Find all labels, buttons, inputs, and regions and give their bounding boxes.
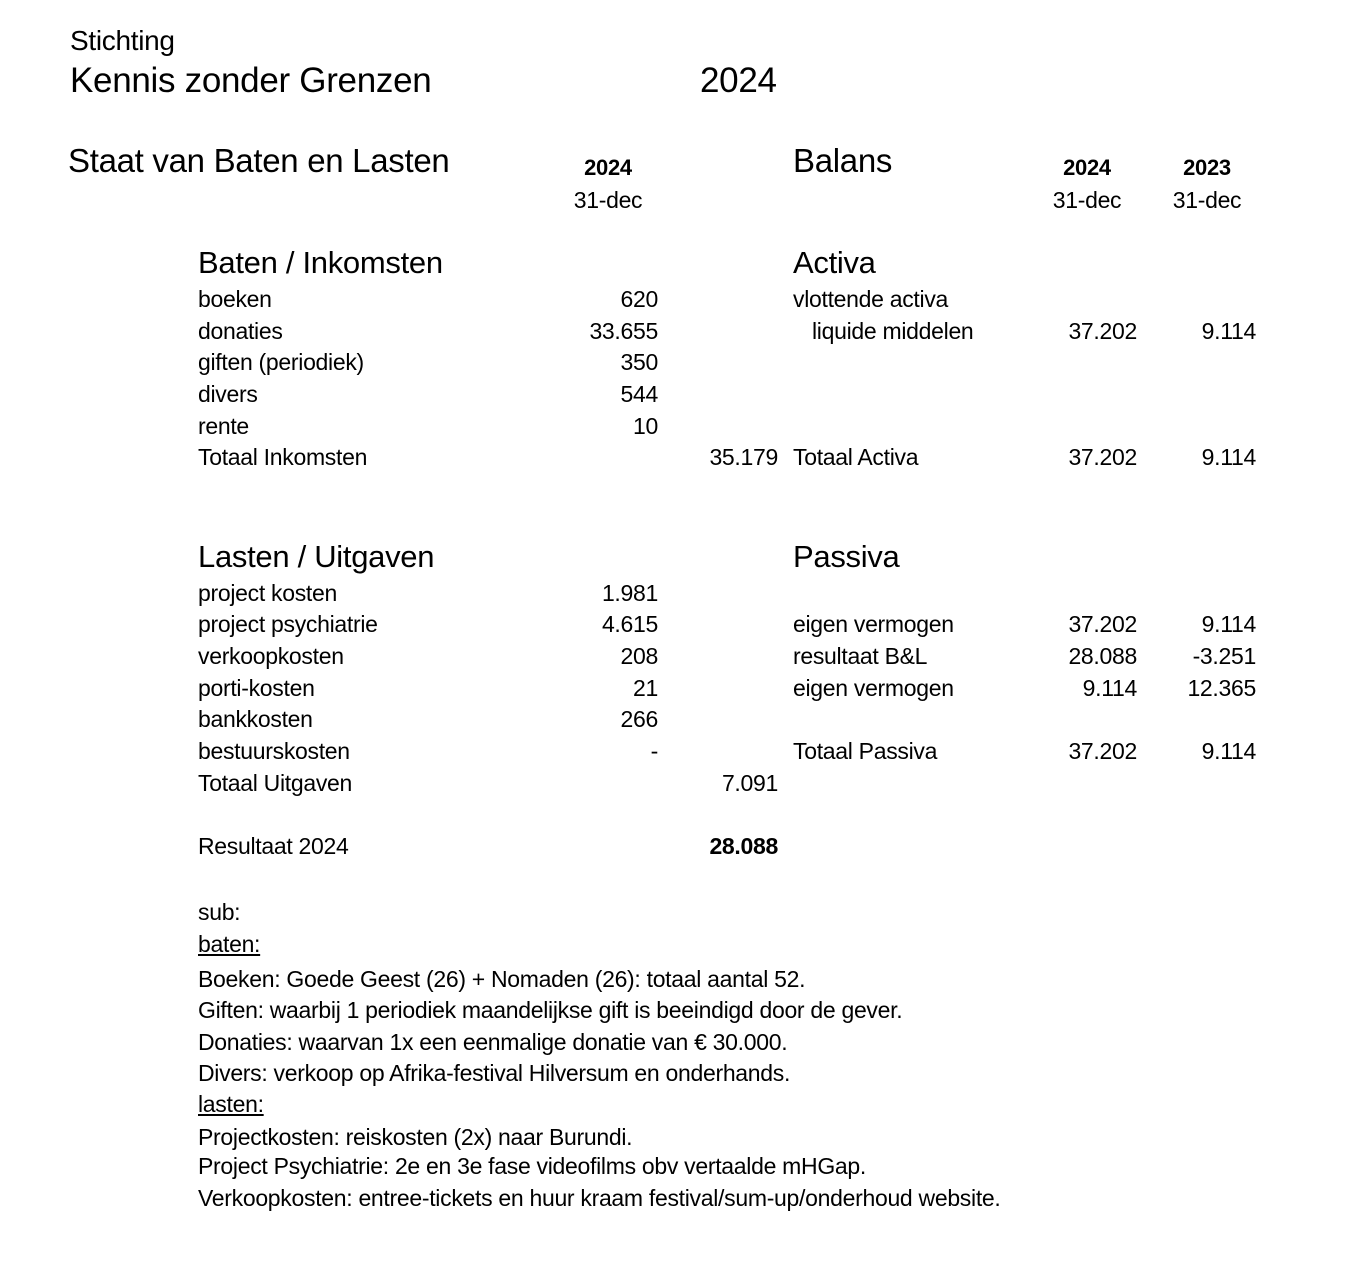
activa-row-label: liquide middelen	[812, 318, 974, 344]
passiva-total-current: 37.202	[1068, 738, 1137, 764]
note-line: Boeken: Goede Geest (26) + Nomaden (26): totaal aantal 52.	[198, 966, 806, 992]
note-line: Project Psychiatrie: 2e en 3e fase videofilms obv vertaalde mHGap.	[198, 1153, 866, 1179]
result-value: 28.088	[709, 833, 778, 859]
note-line: Divers: verkoop op Afrika-festival Hilversum en onderhands.	[198, 1060, 791, 1086]
income-row-value: 10	[633, 413, 658, 439]
income-row-value: 620	[620, 286, 658, 312]
passiva-row-value-prior: 12.365	[1187, 675, 1256, 701]
note-line: Verkoopkosten: entree-tickets en huur kraam festival/sum-up/onderhoud website.	[198, 1185, 1001, 1211]
income-row-label: boeken	[198, 286, 272, 312]
note-line: Donaties: waarvan 1x een eenmalige donatie van € 30.000.	[198, 1029, 788, 1055]
income-col-date-header: 31-dec	[573, 187, 643, 213]
activa-section-header: Activa	[793, 245, 876, 280]
expense-total-label: Totaal Uitgaven	[198, 770, 353, 796]
expense-row-label: verkoopkosten	[198, 643, 344, 669]
income-row-label: giften (periodiek)	[198, 349, 364, 375]
activa-total-label: Totaal Activa	[793, 444, 919, 470]
expense-row-value: 208	[620, 643, 658, 669]
expense-row-label: bankkosten	[198, 706, 313, 732]
passiva-row-value-prior: 9.114	[1201, 611, 1256, 637]
expense-row-label: porti-kosten	[198, 675, 315, 701]
expense-row-value: 4.615	[601, 611, 658, 637]
passiva-row-label: resultaat B&L	[793, 643, 928, 669]
balance-col-year-current-header: 2024	[1063, 155, 1111, 180]
income-row-label: donaties	[198, 318, 283, 344]
balance-col-year-prior-header: 2023	[1183, 155, 1231, 180]
passiva-row-value-current: 9.114	[1082, 675, 1137, 701]
income-statement-title: Staat van Baten en Lasten	[68, 142, 450, 179]
passiva-row-value-current: 37.202	[1068, 611, 1137, 637]
report-year: 2024	[700, 61, 777, 100]
income-total-label: Totaal Inkomsten	[198, 444, 368, 470]
org-label: Stichting	[70, 25, 175, 56]
income-row-value: 350	[620, 349, 658, 375]
income-row-label: rente	[198, 413, 249, 439]
activa-total-prior: 9.114	[1201, 444, 1256, 470]
income-section-header: Baten / Inkomsten	[198, 245, 443, 280]
expense-row-value: 1.981	[601, 580, 658, 606]
income-col-year-header: 2024	[584, 155, 632, 180]
activa-row-value-current: 37.202	[1068, 318, 1137, 344]
expense-row-value: 266	[620, 706, 658, 732]
expense-row-value: -	[650, 738, 658, 764]
income-row-value: 544	[620, 381, 658, 407]
expense-row-label: bestuurskosten	[198, 738, 350, 764]
notes-sub-label: sub:	[198, 899, 241, 925]
note-line: Giften: waarbij 1 periodiek maandelijkse gift is beeindigd door de gever.	[198, 997, 903, 1023]
passiva-row-label: eigen vermogen	[793, 611, 954, 637]
notes-lasten-heading: lasten:	[198, 1091, 264, 1117]
activa-row-value-prior: 9.114	[1201, 318, 1256, 344]
passiva-total-prior: 9.114	[1201, 738, 1256, 764]
expense-section-header: Lasten / Uitgaven	[198, 539, 435, 574]
expense-row-label: project kosten	[198, 580, 337, 606]
expense-row-label: project psychiatrie	[198, 611, 378, 637]
activa-group-label: vlottende activa	[793, 286, 949, 312]
note-line: Projectkosten: reiskosten (2x) naar Burundi.	[198, 1124, 633, 1150]
org-name: Kennis zonder Grenzen	[70, 61, 432, 100]
notes-baten-heading: baten:	[198, 931, 261, 957]
balance-sheet-title: Balans	[793, 142, 893, 179]
expense-row-value: 21	[633, 675, 658, 701]
income-total-value: 35.179	[709, 444, 778, 470]
passiva-row-value-current: 28.088	[1068, 643, 1137, 669]
balance-col-date-current-header: 31-dec	[1052, 187, 1122, 213]
balance-col-date-prior-header: 31-dec	[1172, 187, 1242, 213]
passiva-row-label: eigen vermogen	[793, 675, 954, 701]
passiva-section-header: Passiva	[793, 539, 900, 574]
result-label: Resultaat 2024	[198, 833, 349, 859]
income-row-label: divers	[198, 381, 258, 407]
passiva-total-label: Totaal Passiva	[793, 738, 938, 764]
activa-total-current: 37.202	[1068, 444, 1137, 470]
expense-total-value: 7.091	[721, 770, 778, 796]
income-row-value: 33.655	[589, 318, 658, 344]
passiva-row-value-prior: -3.251	[1192, 643, 1256, 669]
